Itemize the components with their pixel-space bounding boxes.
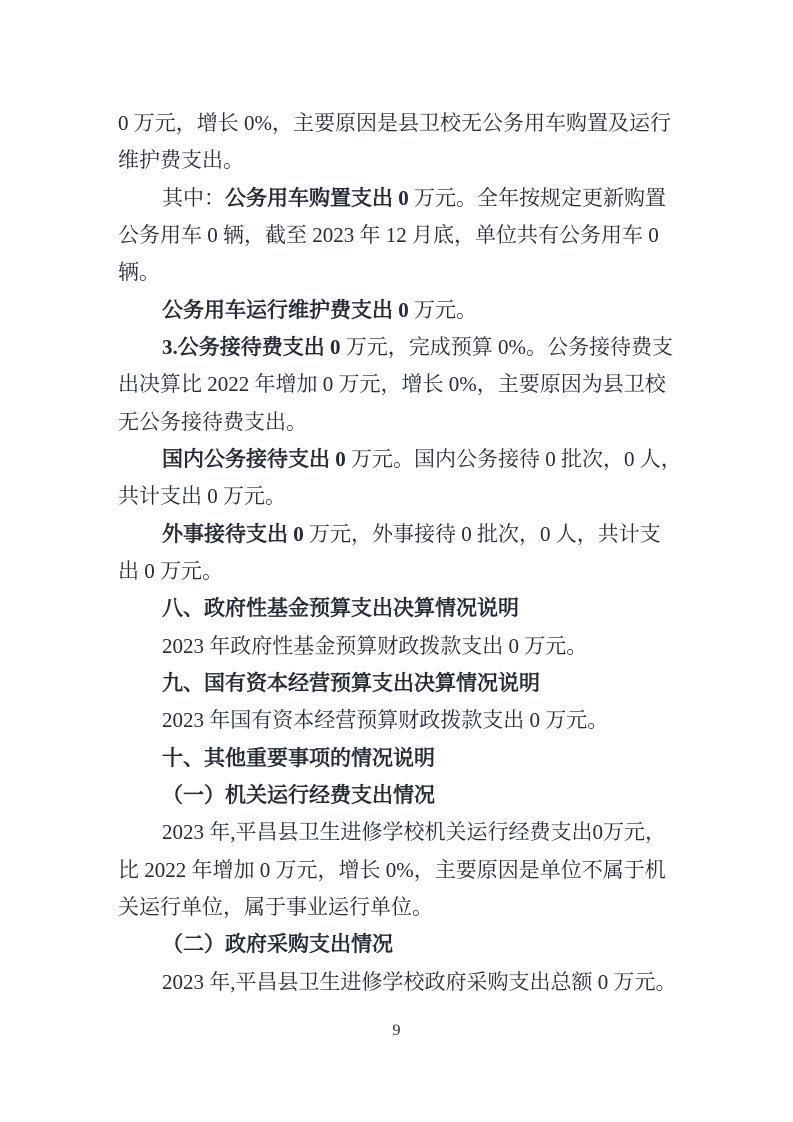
text-run: 其中： (162, 185, 225, 210)
text-run: 2023 年,平昌县卫生进修学校政府采购支出总额 0 万元。 (162, 969, 677, 994)
text-run: 公务用车 0 辆，截至 2023 年 12 月底，单位共有公务用车 0 (118, 222, 659, 247)
text-run: 共计支出 0 万元。 (118, 484, 286, 509)
text-run: 维护费支出。 (118, 148, 244, 173)
text-run: 2023 年政府性基金预算财政拨款支出 0 万元。 (162, 633, 588, 658)
page-number: 9 (392, 1022, 401, 1039)
body-line (118, 329, 678, 366)
body-line (118, 814, 678, 851)
text-run: 出 0 万元。 (118, 558, 223, 583)
body-line (118, 105, 678, 142)
heading-text: 九、国有资本经营预算支出决算情况说明 (162, 671, 540, 695)
text-run: 比 2022 年增加 0 万元，增长 0%，主要原因是单位不属于机 (118, 857, 666, 882)
text-run-bold: 公务用车运行维护费支出 0 (162, 297, 409, 322)
text-run: 万元。国内公务接待 0 批次，0 人， (345, 446, 682, 471)
body-line (118, 254, 678, 291)
body-line (118, 478, 678, 515)
section-heading-10 (118, 740, 678, 777)
text-run: 万元，外事接待 0 批次，0 人，共计支 (303, 521, 661, 546)
text-run-bold: 3.公务接待费支出 0 (162, 334, 341, 359)
body-line (118, 217, 678, 254)
subsection-heading-2 (118, 926, 678, 963)
body-line (118, 628, 678, 665)
text-run-bold: 国内公务接待支出 0 (162, 446, 346, 471)
text-run: 关运行单位，属于事业运行单位。 (118, 894, 433, 919)
text-run: 辆。 (118, 260, 160, 285)
heading-text: （一）机关运行经费支出情况 (162, 782, 435, 807)
body-line (118, 964, 678, 1001)
text-run: 万元。 (408, 297, 477, 322)
text-run: 万元。全年按规定更新购置 (408, 185, 666, 210)
body-line (118, 404, 678, 441)
body-line (118, 852, 678, 889)
text-run-bold: 外事接待支出 0 (162, 521, 304, 546)
body-line (118, 553, 678, 590)
body-line (118, 142, 678, 179)
document-body (118, 105, 682, 1001)
body-line (118, 292, 678, 329)
section-heading-8 (118, 590, 678, 627)
heading-text: （二）政府采购支出情况 (162, 932, 393, 957)
body-line (118, 366, 678, 403)
body-line (118, 516, 678, 553)
text-run: 无公务接待费支出。 (118, 409, 307, 434)
text-run: 2023 年国有资本经营预算财政拨款支出 0 万元。 (162, 708, 609, 733)
text-run: 2023 年,平昌县卫生进修学校机关运行经费支出0万元， (162, 820, 666, 845)
body-line (118, 702, 678, 739)
text-run-bold: 公务用车购置支出 0 (225, 185, 409, 210)
section-heading-9 (118, 665, 678, 702)
body-line (118, 441, 682, 478)
subsection-heading-1 (118, 777, 678, 814)
text-run: 0 万元，增长 0%，主要原因是县卫校无公务用车购置及运行 (118, 111, 671, 135)
body-line (118, 180, 678, 217)
text-run: 万元，完成预算 0%。公务接待费支 (340, 334, 673, 359)
body-line (118, 889, 678, 926)
heading-text: 十、其他重要事项的情况说明 (162, 746, 435, 770)
heading-text: 八、政府性基金预算支出决算情况说明 (162, 597, 519, 621)
text-run: 出决算比 2022 年增加 0 万元，增长 0%，主要原因为县卫校 (118, 372, 666, 397)
